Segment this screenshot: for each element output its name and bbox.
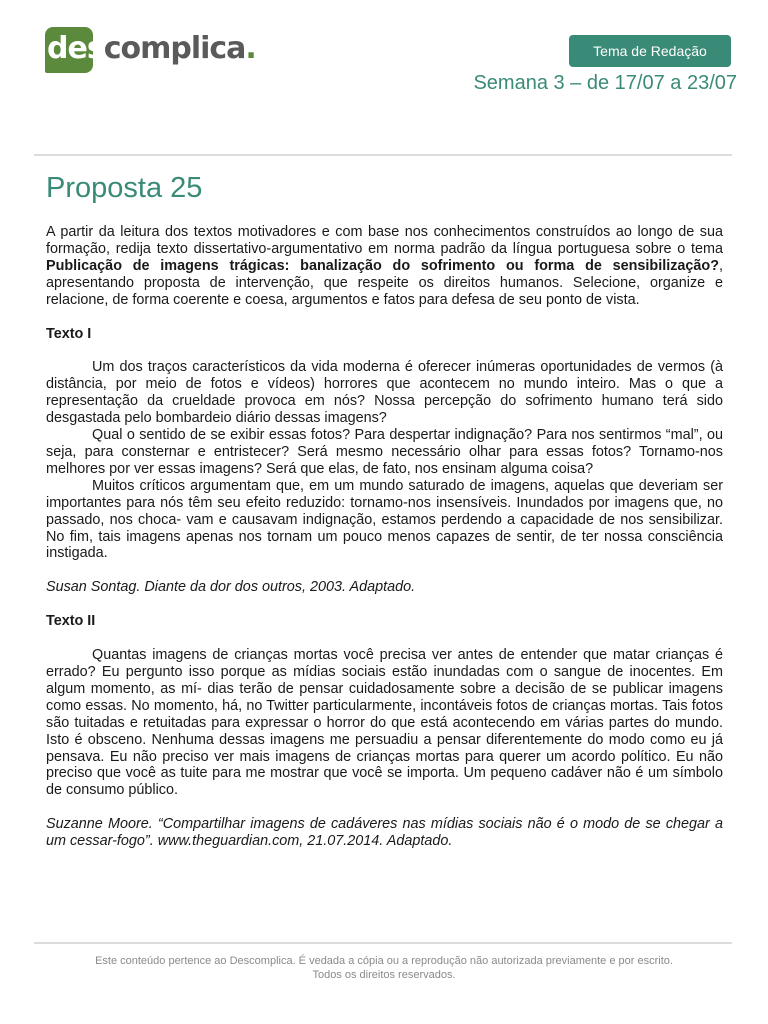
footer-line-1: Este conteúdo pertence ao Descomplica. É vedada a cópia ou a reprodução não autorizada previamente e por escrito. xyxy=(95,955,673,967)
week-label: Semana 3 – de 17/07 a 23/07 xyxy=(473,72,737,94)
texto-1-paragraph-2: Qual o sentido de se exibir essas fotos? Para despertar indignação? Para nos sentirmos “mal”, ou seja, para consternar e entristecer? Será mesmo necessário olhar para essas fotos? Tornamo-nos melhores por ver essas imagens? Será que elas, de fato, nos ensinam alguma coisa? xyxy=(46,427,723,477)
footer-line-2: Todos os direitos reservados. xyxy=(312,969,456,981)
intro-paragraph: A partir da leitura dos textos motivadores e com base nos conhecimentos construídos ao longo de sua formação, redija texto dissertativo-argumentativo em norma padrão da língua portuguesa sobre o tema Publicação de imagens trágicas: banalização do sofrimento ou forma de sensibilização?, apresentando proposta de intervenção, que respeite os direitos humanos. Selecione, organize e relacione, de forma coerente e coesa, argumentos e fatos para defesa de seu ponto de vista. xyxy=(46,224,723,308)
texto-2-paragraph-1: Quantas imagens de crianças mortas você precisa ver antes de entender que matar crianças é errado? Eu pergunto isso porque as mídias sociais estão inundadas com o sangue de inocentes. Em algum momento, as mí- dias terão de pensar cuidadosamente sobre a decisão de se publicar imagens como essas. No momento, há, no Twitter particularmente, incontáveis fotos de crianças mortas. Tais fotos são tuitadas e retuitadas para expressar o horror do que está acontecendo em várias partes do mundo. Isto é obsceno. Nenhuma dessas imagens me persuadiu a pensar diferentemente do modo como eu já pensava. Eu não preciso ver mais imagens de crianças mortas para querer um acordo político. Eu não preciso que você as tuite para me mostrar que você se importa. Um pequeno cadáver não é um símbolo de consumo público. xyxy=(46,647,723,799)
texto-1-heading: Texto I xyxy=(46,325,92,342)
top-divider xyxy=(34,154,732,156)
bottom-divider xyxy=(34,942,732,944)
document-body xyxy=(46,224,723,850)
texto-1-paragraph-1: Um dos traços característicos da vida moderna é oferecer inúmeras oportunidades de vermos (à distância, por meio de fotos e vídeos) horrores que acontecem no mundo inteiro. Mas o que a representação da crueldade provoca em nós? Nossa percepção do sofrimento humano terá sido desgastada pelo bombardeio diário dessas imagens? xyxy=(46,359,723,427)
theme-statement: Publicação de imagens trágicas: banalização do sofrimento ou forma de sensibilização? xyxy=(46,257,719,274)
texto-1-source: Susan Sontag. Diante da dor dos outros, 2003. Adaptado. xyxy=(46,579,416,596)
copyright-footer xyxy=(0,954,768,982)
descomplica-logo[interactable] xyxy=(45,26,256,74)
logo-text: descomplica. xyxy=(47,31,256,66)
page-title: Proposta 25 xyxy=(46,172,203,204)
texto-2-source: Suzanne Moore. “Compartilhar imagens de cadáveres nas mídias sociais não é o modo de se chegar a um cessar-fogo”. www.theguardian.com, 21.07.2014. Adaptado. xyxy=(46,816,723,850)
theme-tag: Tema de Redação xyxy=(569,35,731,67)
texto-1-paragraph-3: Muitos críticos argumentam que, em um mundo saturado de imagens, aquelas que deveriam ser importantes para nós têm seu efeito reduzido: tornamo-nos insensíveis. Inundados por imagens que, no passado, nos choca- vam e causavam indignação, estamos perdendo a capacidade de nos sensibilizar. No fim, tais imagens apenas nos tornam um pouco menos capazes de sentir, de ter nossa consciência instigada. xyxy=(46,477,723,562)
texto-2-heading: Texto II xyxy=(46,613,96,630)
